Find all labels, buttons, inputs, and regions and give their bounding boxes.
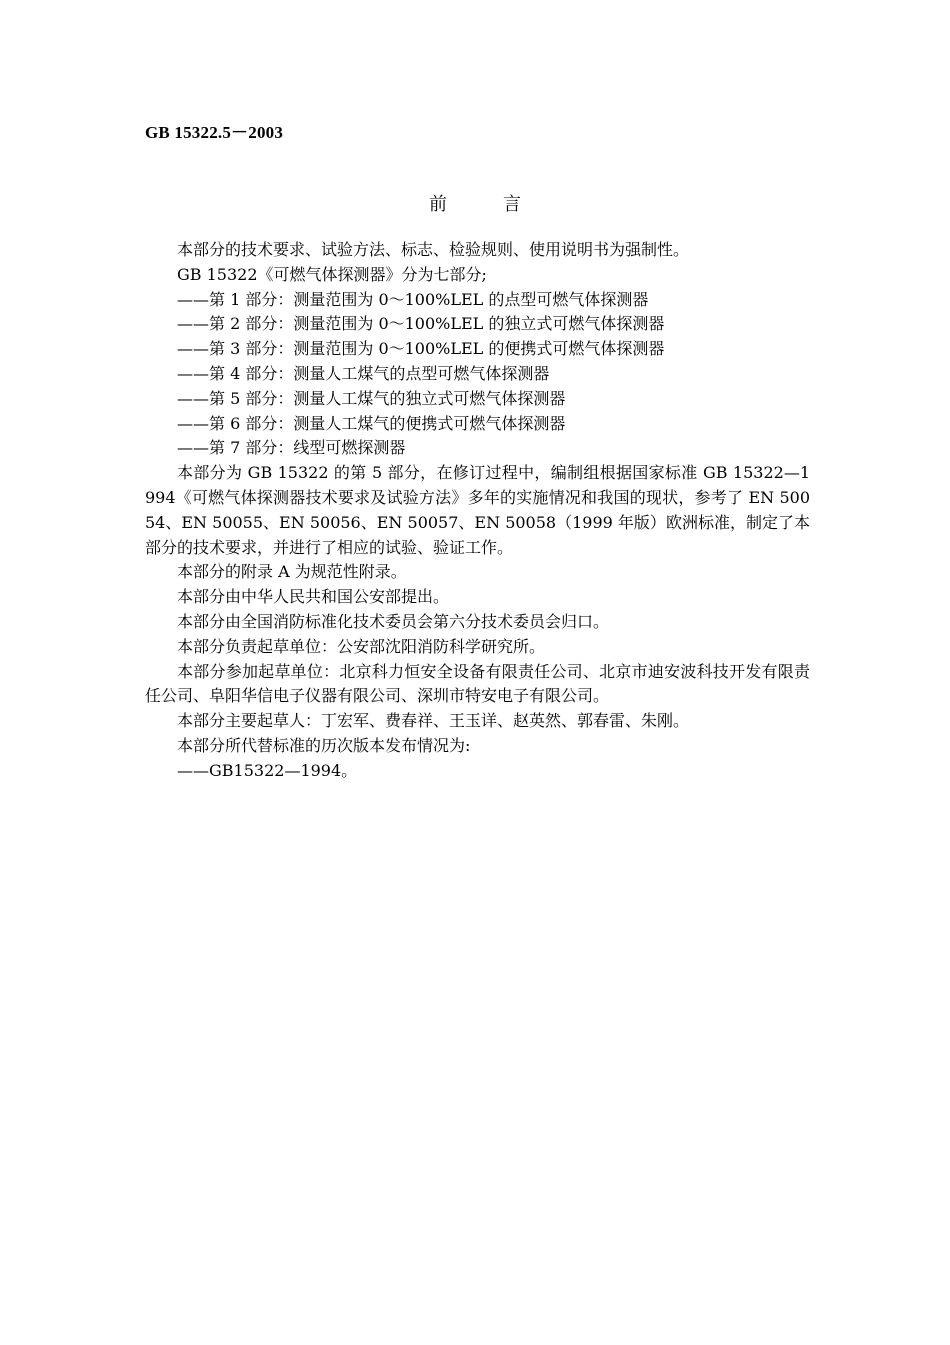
paragraph-annex: 本部分的附录 A 为规范性附录。	[177, 562, 407, 582]
paragraph-revision-background: 本部分为 GB 15322 的第 5 部分，在修订过程中，编制组根据国家标准 GB 15322—1994《可燃气体探测器技术要求及试验方法》多年的实施情况和我国的现状，参考了 EN 50054、EN 50055、EN 50056、EN 50057、EN 50058（1999 年版）欧洲标准，制定了本部分的技术要求，并进行了相应的试验、验证工作。	[145, 463, 810, 557]
foreword-body	[145, 238, 810, 784]
list-item-part-6: ——第 6 部分：测量人工煤气的便携式可燃气体探测器	[177, 413, 566, 433]
list-item-part-4: ——第 4 部分：测量人工煤气的点型可燃气体探测器	[177, 363, 550, 383]
foreword-title	[0, 190, 950, 216]
foreword-title-char-2: 言	[503, 194, 521, 215]
document-code: GB 15322.5－2003	[145, 123, 284, 142]
list-item-part-2: ——第 2 部分：测量范围为 0～100%LEL 的独立式可燃气体探测器	[177, 314, 665, 334]
foreword-title-char-1: 前	[429, 194, 447, 215]
list-item-part-7: ——第 7 部分：线型可燃探测器	[177, 438, 406, 458]
list-item-part-5: ——第 5 部分：测量人工煤气的独立式可燃气体探测器	[177, 388, 566, 408]
list-item-previous-version: ——GB15322—1994。	[177, 760, 358, 780]
paragraph-technical-committee: 本部分由全国消防标准化技术委员会第六分技术委员会归口。	[177, 611, 610, 631]
paragraph-participating-drafters: 本部分参加起草单位：北京科力恒安全设备有限责任公司、北京市迪安波科技开发有限责任公司、阜阳华信电子仪器有限公司、深圳市特安电子有限公司。	[145, 661, 810, 706]
list-item-part-1: ——第 1 部分：测量范围为 0～100%LEL 的点型可燃气体探测器	[177, 289, 649, 309]
paragraph-version-history: 本部分所代替标准的历次版本发布情况为:	[177, 735, 471, 755]
paragraph-series-intro: GB 15322《可燃气体探测器》分为七部分;	[177, 264, 487, 284]
paragraph-lead-drafter: 本部分负责起草单位：公安部沈阳消防科学研究所。	[177, 636, 546, 656]
paragraph-main-drafters: 本部分主要起草人：丁宏军、费春祥、王玉详、赵英然、郭春雷、朱刚。	[177, 711, 690, 731]
paragraph-proposer: 本部分由中华人民共和国公安部提出。	[177, 587, 450, 607]
list-item-part-3: ——第 3 部分：测量范围为 0～100%LEL 的便携式可燃气体探测器	[177, 339, 665, 359]
paragraph-mandatory-clause: 本部分的技术要求、试验方法、标志、检验规则、使用说明书为强制性。	[177, 240, 690, 259]
